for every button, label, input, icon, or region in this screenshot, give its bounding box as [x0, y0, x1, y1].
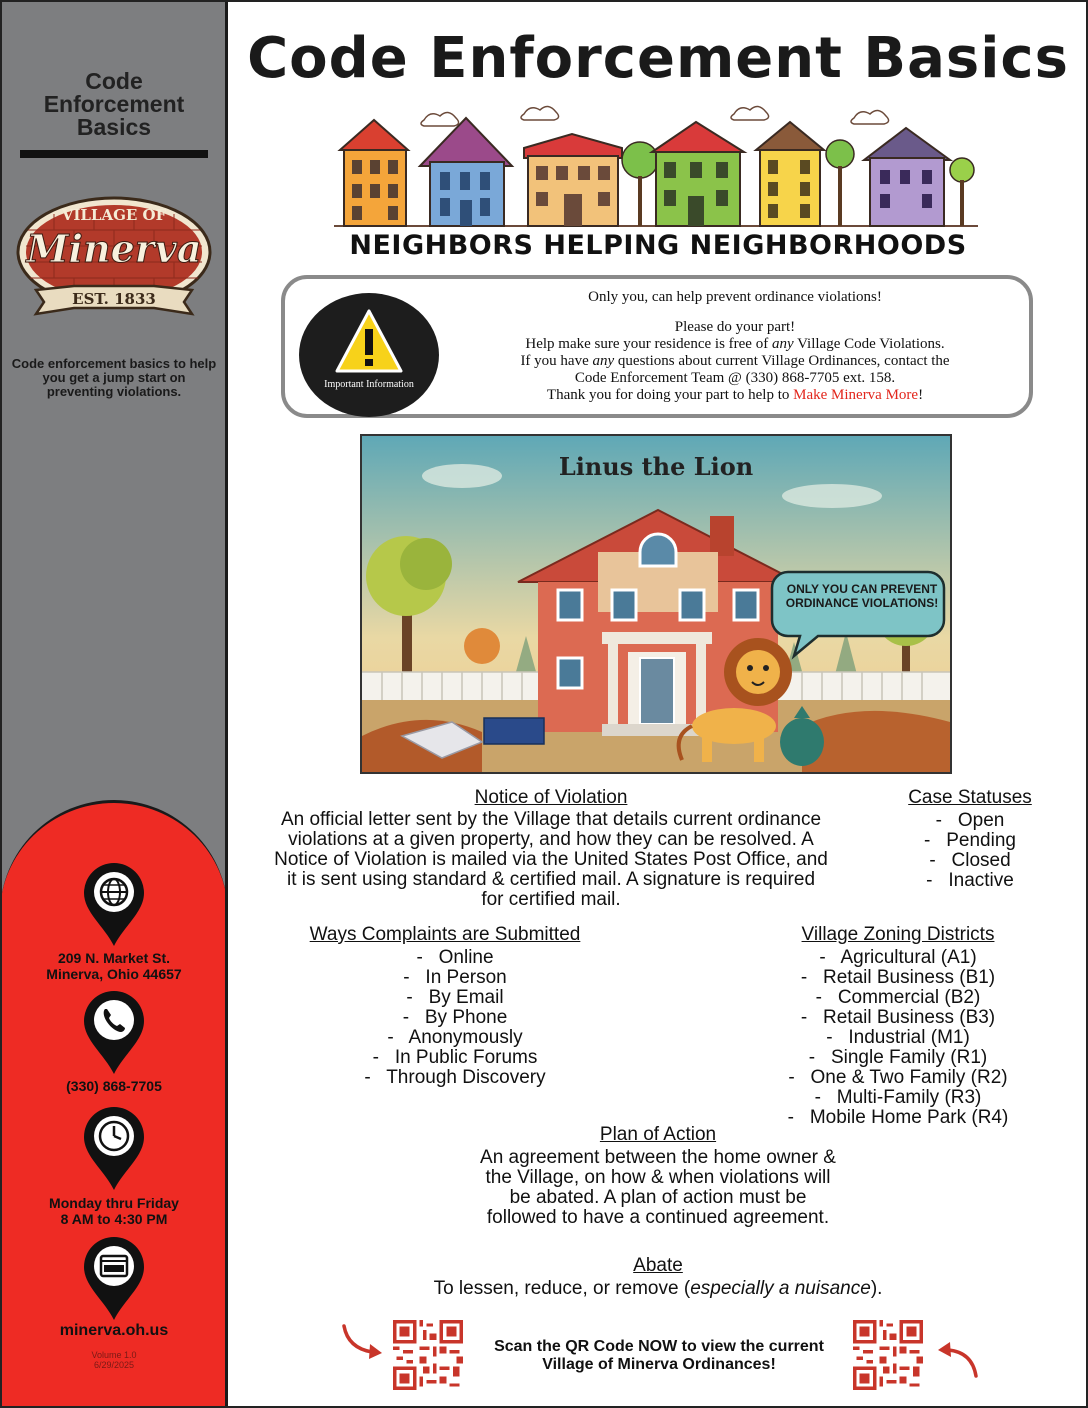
list-item: - Commercial (B2): [748, 988, 1048, 1008]
info-text: Only you, can help prevent ordinance violations! Please do your part! Help make sure your residence is free of any Village Code Violations. If you have any questions about current Village Ordinances, contact the Code Enforcement Team @ (330) 868-7705 ext. 158. Thank you for doing your part to help to Make Minerva More!: [520, 289, 950, 403]
list-item: - Retail Business (B3): [748, 1008, 1048, 1028]
list-item: - Retail Business (B1): [748, 968, 1048, 988]
houses-illustration: [334, 100, 978, 240]
qr-code-left[interactable]: [393, 1320, 463, 1390]
www-icon: [82, 1236, 146, 1320]
case-statuses-list: [890, 811, 1050, 891]
qr-code-right[interactable]: [853, 1320, 923, 1390]
important-info-box: [281, 275, 1033, 418]
abate-body: To lessen, reduce, or remove (especially a nuisance).: [433, 1278, 883, 1299]
zoning-list: [748, 948, 1048, 1128]
logo-name-text: Minerva: [26, 226, 202, 271]
list-item: - Single Family (R1): [748, 1048, 1048, 1068]
make-minerva-more-text: Make Minerva More: [793, 387, 919, 403]
complaints-heading: Ways Complaints are Submitted: [309, 924, 581, 945]
list-item: - Anonymously: [290, 1028, 620, 1048]
list-item: - In Public Forums: [290, 1048, 620, 1068]
qr-instructions: Scan the QR Code NOW to view the current Village of Minerva Ordinances!: [494, 1338, 824, 1373]
sidebar: [0, 0, 228, 1408]
address-text: 209 N. Market St. Minerva, Ohio 44657: [46, 950, 182, 982]
arrow-icon: [338, 1322, 384, 1362]
important-info-badge: [299, 293, 439, 417]
logo-est-text: EST. 1833: [72, 290, 156, 308]
speech-bubble-text: ONLY YOU CAN PREVENT ORDINANCE VIOLATIONS!: [785, 582, 939, 610]
website-text: minerva.oh.us: [59, 1322, 169, 1339]
page-title: Code Enforcement Basics: [247, 26, 1069, 91]
list-item: - Multi-Family (R3): [748, 1088, 1048, 1108]
list-item: - Pending: [890, 831, 1050, 851]
list-item: - Online: [290, 948, 620, 968]
case-statuses-heading: Case Statuses: [908, 787, 1032, 808]
notice-body: An official letter sent by the Village that details current ordinance violations at a given property, and how they can be resolved. A Notice of Violation is mailed via the United States Post Office, and it is sent using standard & certified mail. A signature is required for certified mail.: [274, 809, 828, 910]
list-item: - One & Two Family (R2): [748, 1068, 1048, 1088]
linus-the-lion-illustration: [360, 434, 952, 774]
list-item: - By Email: [290, 988, 620, 1008]
logo-top-text: VILLAGE OF: [61, 206, 167, 224]
phone-text: (330) 868-7705: [66, 1078, 162, 1094]
list-item: - By Phone: [290, 1008, 620, 1028]
sidebar-blurb: Code enforcement basics to help you get a jump start on preventing violations.: [11, 356, 217, 399]
arrow-icon: [936, 1340, 982, 1380]
sidebar-divider: [20, 150, 208, 158]
clock-icon: [82, 1106, 146, 1190]
important-info-label: Important Information: [324, 379, 414, 390]
village-logo: [14, 190, 214, 330]
list-item: - Agricultural (A1): [748, 948, 1048, 968]
globe-icon: [82, 862, 146, 946]
neighbors-banner: NEIGHBORS HELPING NEIGHBORHOODS: [349, 230, 967, 261]
list-item: - Through Discovery: [290, 1068, 620, 1088]
plan-body: An agreement between the home owner & the Village, on how & when violations will be abated. A plan of action must be followed to have a continued agreement.: [480, 1147, 836, 1228]
zoning-heading: Village Zoning Districts: [801, 924, 995, 945]
sidebar-title: Code Enforcement Basics: [43, 68, 185, 140]
list-item: - Inactive: [890, 871, 1050, 891]
notice-heading: Notice of Violation: [474, 787, 628, 808]
list-item: - Closed: [890, 851, 1050, 871]
hours-text: Monday thru Friday 8 AM to 4:30 PM: [49, 1195, 179, 1227]
list-item: - Open: [890, 811, 1050, 831]
plan-heading: Plan of Action: [599, 1124, 717, 1145]
list-item: - In Person: [290, 968, 620, 988]
volume-text: Volume 1.0 6/29/2025: [91, 1350, 137, 1370]
list-item: - Industrial (M1): [748, 1028, 1048, 1048]
abate-heading: Abate: [633, 1255, 683, 1276]
complaints-list: [290, 948, 620, 1088]
scene-title: Linus the Lion: [558, 452, 754, 481]
phone-icon: [82, 990, 146, 1074]
list-item: - Mobile Home Park (R4): [748, 1108, 1048, 1128]
